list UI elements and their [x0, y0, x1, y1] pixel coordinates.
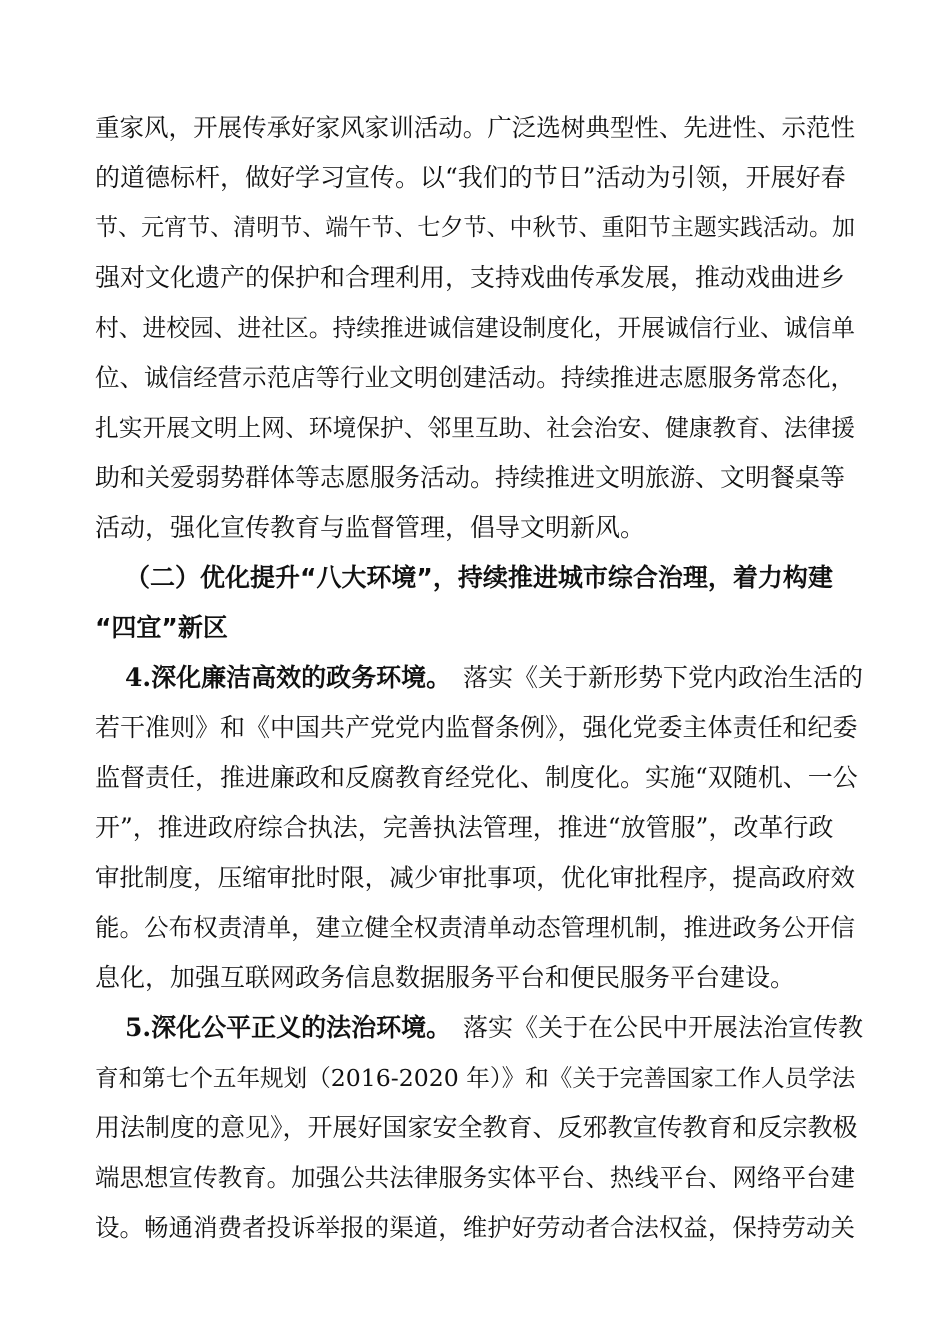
paragraph-legal-environment [95, 1003, 863, 1253]
text-line: 位、诚信经营示范店等行业文明创建活动。持续推进志愿服务常态化， [95, 363, 855, 392]
paragraph-title: 4.深化廉洁高效的政务环境。 [125, 663, 452, 692]
text-line: 育和第七个五年规划（2016-2020 年）》和《关于完善国家工作人员学法 [95, 1064, 856, 1092]
text-line: 息化，加强互联网政务信息数据服务平台和便民服务平台建设。 [95, 963, 796, 992]
text-line: 设。畅通消费者投诉举报的渠道，维护好劳动者合法权益，保持劳动关 [95, 1213, 855, 1242]
text-line: 强对文化遗产的保护和合理利用，支持戏曲传承发展，推动戏曲进乡 [95, 263, 846, 292]
heading-line: “四宜”新区 [95, 613, 228, 642]
heading-line: （二）优化提升“八大环境”，持续推进城市综合治理，着力构建 [125, 563, 833, 592]
text-line: 能。公布权责清单，建立健全权责清单动态管理机制，推进政务公开信 [95, 913, 855, 942]
text-line: 开”，推进政府综合执法，完善执法管理，推进“放管服”，改革行政 [95, 813, 834, 842]
text-line: 重家风，开展传承好家风家训活动。广泛选树典型性、先进性、示范性 [95, 113, 855, 142]
paragraph-civilization-activities [95, 103, 863, 553]
text-line: 若干准则》和《中国共产党党内监督条例》，强化党委主体责任和纪委 [95, 713, 858, 742]
text-line: 助和关爱弱势群体等志愿服务活动。持续推进文明旅游、文明餐桌等 [95, 463, 846, 492]
paragraph-title: 5.深化公平正义的法治环境。 [125, 1013, 452, 1042]
text-line: 用法制度的意见》，开展好国家安全教育、反邪教宣传教育和反宗教极 [95, 1113, 858, 1142]
text-line: 5.深化公平正义的法治环境。 落实《关于在公民中开展法治宣传教 [95, 1003, 863, 1053]
text-line: 审批制度，压缩审批时限，减少审批事项，优化审批程序，提高政府效 [95, 863, 855, 892]
text-line: 村、进校园、进社区。持续推进诚信建设制度化，开展诚信行业、诚信单 [95, 314, 856, 342]
text-line: 监督责任，推进廉政和反腐教育经党化、制度化。实施“双随机、一公 [95, 763, 858, 792]
paragraph-government-environment [95, 653, 863, 1003]
text-line: 端思想宣传教育。加强公共法律服务实体平台、热线平台、网络平台建 [95, 1163, 855, 1192]
text-line: 节、元宵节、清明节、端午节、七夕节、中秋节、重阳节主题实践活动。加 [95, 215, 856, 241]
text-line: 4.深化廉洁高效的政务环境。 落实《关于新形势下党内政治生活的 [95, 653, 863, 703]
section-heading [95, 553, 863, 653]
text-line: 的道德标杆，做好学习宣传。以“我们的节日”活动为引领，开展好春 [95, 163, 846, 192]
text-line: 扎实开展文明上网、环境保护、邻里互助、社会治安、健康教育、法律援 [95, 414, 856, 442]
text-line: 活动，强化宣传教育与监督管理，倡导文明新风。 [95, 513, 646, 542]
